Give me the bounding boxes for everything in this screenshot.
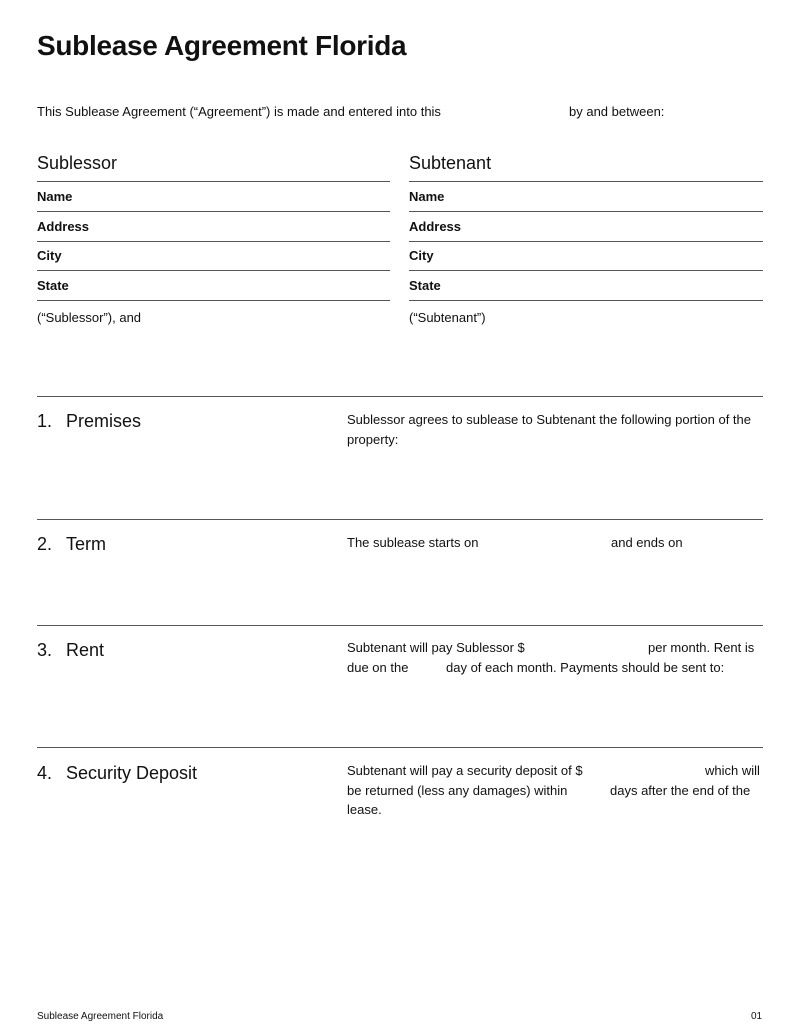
sublessor-suffix: (“Sublessor”), and (37, 310, 142, 325)
section-divider (37, 747, 763, 748)
divider (37, 270, 390, 271)
sublessor-city-field[interactable]: City (37, 248, 62, 263)
footer-title: Sublease Agreement Florida (37, 1011, 164, 1022)
sublessor-name-field[interactable]: Name (37, 189, 73, 204)
rent-text: Subtenant will pay Sublessor $ (347, 640, 525, 655)
divider (37, 211, 390, 212)
deposit-title: Security Deposit (66, 763, 198, 783)
divider (37, 300, 390, 301)
divider (409, 181, 763, 182)
term-text: The sublease starts on (347, 535, 479, 550)
term-text: and ends on (611, 535, 683, 550)
deposit-text: lease. (347, 802, 382, 817)
subtenant-address-field[interactable]: Address (409, 219, 462, 234)
divider (409, 300, 763, 301)
premises-text: property: (347, 432, 399, 447)
sublessor-state-field[interactable]: State (37, 278, 69, 293)
divider (409, 211, 763, 212)
page-title: Sublease Agreement Florida (37, 30, 407, 61)
premises-title: Premises (66, 411, 142, 431)
divider (409, 241, 763, 242)
deposit-number: 4. (37, 763, 53, 783)
premises-number: 1. (37, 411, 53, 431)
deposit-text: days after the end of the (610, 783, 751, 798)
section-divider (37, 625, 763, 626)
divider (37, 181, 390, 182)
rent-text: per month. Rent is (648, 640, 755, 655)
subtenant-heading: Subtenant (409, 153, 492, 173)
rent-text: due on the (347, 660, 409, 675)
term-title: Term (66, 534, 106, 554)
sublessor-heading: Sublessor (37, 153, 118, 173)
intro-text-end: by and between: (569, 104, 665, 119)
page-number: 01 (751, 1011, 763, 1022)
divider (37, 241, 390, 242)
term-number: 2. (37, 534, 53, 554)
rent-title: Rent (66, 640, 105, 660)
deposit-text: Subtenant will pay a security deposit of $ (347, 763, 583, 778)
deposit-text: which will (705, 763, 760, 778)
subtenant-name-field[interactable]: Name (409, 189, 445, 204)
premises-text: Sublessor agrees to sublease to Subtenant the following portion of the (347, 412, 751, 427)
subtenant-city-field[interactable]: City (409, 248, 434, 263)
subtenant-state-field[interactable]: State (409, 278, 441, 293)
sublessor-address-field[interactable]: Address (37, 219, 90, 234)
deposit-text: be returned (less any damages) within (347, 783, 568, 798)
rent-number: 3. (37, 640, 53, 660)
divider (409, 270, 763, 271)
subtenant-suffix: (“Subtenant”) (409, 310, 486, 325)
rent-text: day of each month. Payments should be sent to: (446, 660, 725, 675)
section-divider (37, 396, 763, 397)
section-divider (37, 519, 763, 520)
intro-text: This Sublease Agreement (“Agreement”) is made and entered into this (37, 104, 441, 119)
